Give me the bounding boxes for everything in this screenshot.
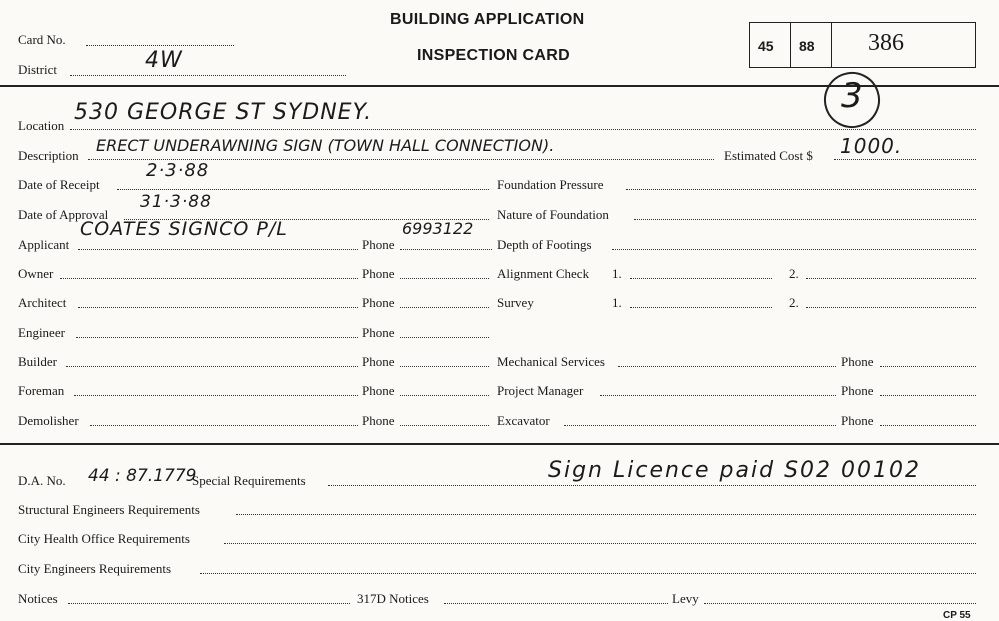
demolisher-label: Demolisher	[18, 413, 79, 428]
survey-line1	[630, 307, 772, 308]
engineer-phone-label: Phone	[362, 325, 395, 340]
estimated-cost-line	[834, 159, 976, 160]
notices-317d-line	[444, 603, 668, 604]
excavator-phone-label: Phone	[841, 413, 874, 428]
reference-box-45: 45	[758, 38, 774, 54]
description-value: ERECT UNDERAWNING SIGN (TOWN HALL CONNECTION).	[96, 136, 555, 155]
survey-line2	[806, 307, 976, 308]
reference-box-88: 88	[799, 38, 815, 54]
special-req-label: Special Requirements	[192, 473, 306, 488]
mechanical-phone-label: Phone	[841, 354, 874, 369]
form-code: CP 55	[943, 610, 971, 621]
owner-phone-label: Phone	[362, 266, 395, 281]
depth-footings-label: Depth of Footings	[497, 237, 592, 252]
applicant-line	[78, 249, 358, 250]
applicant-phone-value: 6993122	[402, 219, 474, 238]
nature-foundation-label: Nature of Foundation	[497, 207, 609, 222]
applicant-label: Applicant	[18, 237, 70, 252]
section-rule	[0, 443, 999, 445]
city-engineers-label: City Engineers Requirements	[18, 561, 172, 576]
alignment-check-num1: 1.	[612, 266, 622, 281]
levy-label: Levy	[672, 591, 699, 606]
levy-line	[704, 603, 976, 604]
estimated-cost-value: 1000.	[840, 134, 903, 158]
owner-line	[60, 278, 358, 279]
card-no-label: Card No.	[18, 32, 66, 47]
applicant-phone-label: Phone	[362, 237, 395, 252]
engineer-label: Engineer	[18, 325, 65, 340]
nature-foundation-line	[634, 219, 976, 220]
project-manager-line	[600, 395, 836, 396]
card-title-line2: INSPECTION CARD	[417, 47, 570, 64]
demolisher-phone-line	[400, 425, 489, 426]
estimated-cost-label: Estimated Cost $	[724, 148, 813, 163]
reference-box	[749, 22, 976, 68]
notices-317d-label: 317D Notices	[357, 591, 429, 606]
city-health-label: City Health Office Requirements	[18, 531, 190, 546]
city-engineers-line	[200, 573, 976, 574]
architect-phone-label: Phone	[362, 295, 395, 310]
excavator-phone-line	[880, 425, 976, 426]
applicant-phone-line	[400, 249, 492, 250]
demolisher-phone-label: Phone	[362, 413, 395, 428]
survey-num2: 2.	[789, 295, 799, 310]
engineer-line	[76, 337, 358, 338]
project-manager-phone-label: Phone	[841, 383, 874, 398]
notices-line	[68, 603, 350, 604]
date-approval-label: Date of Approval	[18, 207, 109, 222]
survey-label: Survey	[497, 295, 534, 310]
district-value: 4W	[145, 48, 183, 73]
mechanical-line	[618, 366, 836, 367]
card-no-line	[86, 45, 234, 46]
foundation-pressure-line	[626, 189, 976, 190]
mechanical-label: Mechanical Services	[497, 354, 605, 369]
special-req-line	[328, 485, 976, 486]
builder-phone-label: Phone	[362, 354, 395, 369]
project-manager-label: Project Manager	[497, 383, 584, 398]
project-manager-phone-line	[880, 395, 976, 396]
applicant-value: COATES SIGNCO P/L	[80, 218, 288, 240]
card-title-line1: BUILDING APPLICATION	[390, 11, 585, 28]
alignment-check-label: Alignment Check	[497, 266, 590, 281]
special-req-value: Sign Licence paid S02 00102	[548, 458, 921, 483]
alignment-check-num2: 2.	[789, 266, 799, 281]
circled-number: 3	[841, 76, 864, 116]
alignment-check-line1	[630, 278, 772, 279]
survey-num1: 1.	[612, 295, 622, 310]
foreman-phone-line	[400, 395, 489, 396]
demolisher-line	[90, 425, 358, 426]
architect-label: Architect	[18, 295, 67, 310]
da-no-value: 44 : 87.1779	[88, 466, 197, 486]
reference-box-divider-2	[831, 22, 832, 68]
excavator-line	[564, 425, 836, 426]
reference-box-386: 386	[868, 30, 904, 56]
builder-phone-line	[400, 366, 489, 367]
description-label: Description	[18, 148, 79, 163]
architect-phone-line	[400, 307, 489, 308]
city-health-line	[224, 543, 976, 544]
reference-box-divider-1	[790, 22, 791, 68]
structural-line	[236, 514, 976, 515]
district-label: District	[18, 62, 57, 77]
foreman-phone-label: Phone	[362, 383, 395, 398]
depth-footings-line	[612, 249, 976, 250]
date-receipt-label: Date of Receipt	[18, 177, 100, 192]
foundation-pressure-label: Foundation Pressure	[497, 177, 604, 192]
location-label: Location	[18, 118, 65, 133]
mechanical-phone-line	[880, 366, 976, 367]
foreman-line	[74, 395, 358, 396]
engineer-phone-line	[400, 337, 489, 338]
date-approval-value: 31·3·88	[140, 192, 212, 212]
builder-line	[66, 366, 358, 367]
alignment-check-line2	[806, 278, 976, 279]
architect-line	[78, 307, 358, 308]
builder-label: Builder	[18, 354, 57, 369]
owner-label: Owner	[18, 266, 54, 281]
location-value: 530 GEORGE ST SYDNEY.	[74, 100, 373, 125]
date-receipt-value: 2·3·88	[146, 160, 210, 181]
owner-phone-line	[400, 278, 489, 279]
excavator-label: Excavator	[497, 413, 550, 428]
foreman-label: Foreman	[18, 383, 65, 398]
district-line	[70, 75, 346, 76]
da-no-label: D.A. No.	[18, 473, 66, 488]
structural-label: Structural Engineers Requirements	[18, 502, 200, 517]
notices-label: Notices	[18, 591, 58, 606]
date-receipt-line	[117, 189, 489, 190]
location-line	[70, 129, 976, 130]
